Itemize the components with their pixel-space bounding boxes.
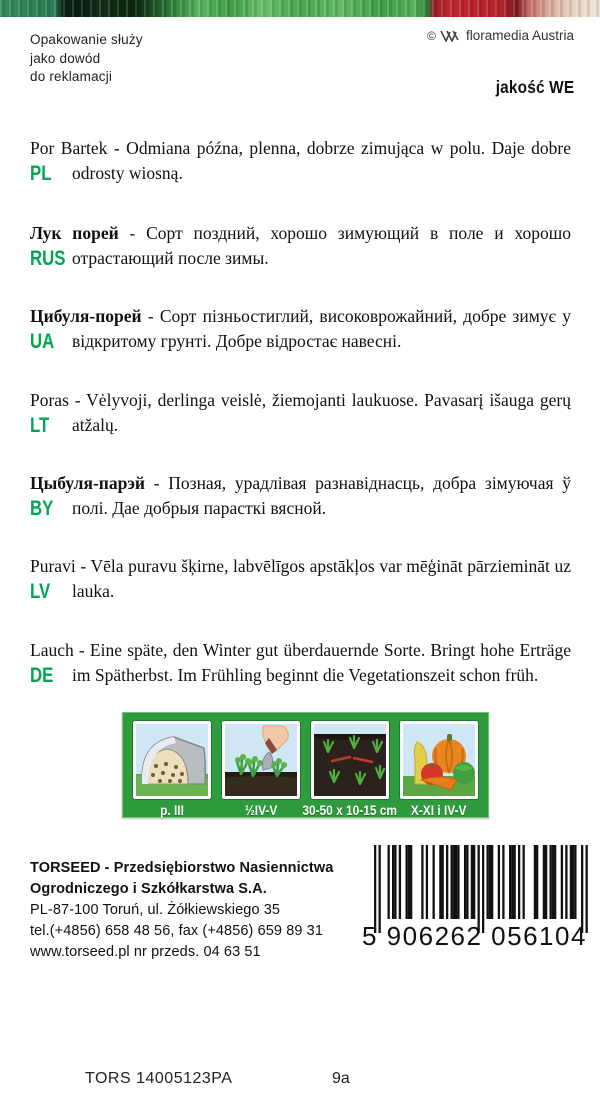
lang-code-badge: DE bbox=[30, 664, 54, 687]
company-phone-fax: tel.(+4856) 658 48 56, fax (+4856) 659 89 31 bbox=[30, 923, 324, 939]
lang-block-ua bbox=[30, 304, 571, 354]
variety-name: Lauch bbox=[30, 640, 74, 660]
company-address: PL-87-100 Toruń, ul. Żółkiewskiego 35 bbox=[30, 902, 281, 918]
description-text: - Odmiana późna, plenna, dobrze zimująca w polu. Daje dobre odrosty wiosną. bbox=[72, 138, 571, 183]
publisher-credit bbox=[427, 28, 574, 43]
lang-code-badge: PL bbox=[30, 162, 52, 185]
variety-name: Poras bbox=[30, 390, 69, 410]
description-text: - Vēla puravu šķirne, labvēlīgos apstākļos var mēģināt pārziemināt uz lauka. bbox=[72, 556, 571, 601]
variety-name: Puravi bbox=[30, 556, 76, 576]
variety-name: Цыбуля-парэй bbox=[30, 473, 145, 493]
pictogram-sowing-period bbox=[129, 721, 215, 818]
lang-block-by bbox=[30, 471, 571, 521]
company-name-line: TORSEED - Przedsiębiorstwo Nasiennictwa bbox=[30, 860, 334, 876]
claim-line: do reklamacji bbox=[30, 69, 113, 84]
variety-description bbox=[30, 221, 571, 271]
pictogram-label: X-XI i IV-V bbox=[411, 802, 467, 818]
lang-code-badge: LT bbox=[30, 414, 50, 437]
leek-photo-strip bbox=[0, 0, 600, 17]
company-name-line: Ogrodniczego i Szkółkarstwa S.A. bbox=[30, 881, 267, 897]
pictogram-label: p. III bbox=[160, 802, 184, 818]
variety-description bbox=[30, 638, 571, 688]
variety-description bbox=[30, 136, 571, 186]
variety-description bbox=[30, 554, 571, 604]
copyright-symbol: © bbox=[427, 28, 436, 43]
tunnel-cover-icon bbox=[133, 721, 211, 799]
lang-block-rus bbox=[30, 221, 571, 271]
variety-name: Цибуля-порей bbox=[30, 306, 142, 326]
claim-line: Opakowanie służy bbox=[30, 32, 143, 47]
print-code: 9a bbox=[332, 1070, 350, 1087]
transplanting-hand-icon bbox=[222, 721, 300, 799]
company-info bbox=[30, 858, 360, 963]
lang-block-pl bbox=[30, 136, 571, 186]
description-text: - Vėlyvoji, derlinga veislė, žiemojanti laukuose. Pavasarį išauga gerų atžalų. bbox=[72, 390, 571, 435]
lang-block-lv bbox=[30, 554, 571, 604]
packaging-claim bbox=[30, 31, 143, 87]
lang-block-de bbox=[30, 638, 571, 688]
variety-description bbox=[30, 388, 571, 438]
pictogram-label: 30-50 x 10-15 cm bbox=[302, 802, 398, 818]
claim-line: jako dowód bbox=[30, 50, 101, 66]
variety-name: Por Bartek bbox=[30, 138, 108, 158]
description-text: - Eine späte, den Winter gut überdauernde Sorte. Bringt hohe Erträge im Spätherbst. Im Frühling beginnt die Vegetationszeit schon früh. bbox=[72, 640, 571, 685]
quality-mark: jakość WE bbox=[495, 77, 574, 97]
ean13-barcode bbox=[362, 845, 590, 957]
company-website: www.torseed.pl nr przeds. 04 63 51 bbox=[30, 944, 261, 960]
variety-description bbox=[30, 471, 571, 521]
pictogram-transplanting-period bbox=[218, 721, 304, 818]
lang-block-lt bbox=[30, 388, 571, 438]
description-text: - Сорт поздний, хорошо зимующий в поле и хорошо отрастающий после зимы. bbox=[72, 223, 571, 268]
lang-code-badge: BY bbox=[30, 497, 54, 520]
batch-code: TORS 14005123PA bbox=[85, 1070, 233, 1087]
barcode-bars bbox=[374, 845, 588, 933]
publisher-name: floramedia Austria bbox=[465, 28, 574, 43]
barcode-number: 5 906262 056104 bbox=[362, 921, 587, 951]
pictogram-harvest-period bbox=[396, 721, 482, 818]
lang-code-badge: LV bbox=[30, 580, 51, 603]
floramedia-logo-icon bbox=[440, 29, 462, 42]
variety-name: Лук порей bbox=[30, 223, 119, 243]
cultivation-pictogram-strip bbox=[122, 712, 489, 818]
description-text: - Сорт пізньостиглий, високоврожайний, добре зимує у відкритому грунті. Добре відростає навесні. bbox=[72, 306, 571, 351]
plant-spacing-icon bbox=[311, 721, 389, 799]
lang-code-badge: UA bbox=[30, 330, 55, 353]
lang-code-badge: RUS bbox=[30, 247, 66, 270]
harvest-vegetables-icon bbox=[400, 721, 478, 799]
description-text: - Позная, урадлівая разнавіднасць, добра зімуючая ў полі. Дае добрыя парасткі вясной. bbox=[72, 473, 571, 518]
pictogram-spacing bbox=[302, 721, 398, 818]
variety-description bbox=[30, 304, 571, 354]
pictogram-label: ½IV-V bbox=[244, 802, 278, 818]
